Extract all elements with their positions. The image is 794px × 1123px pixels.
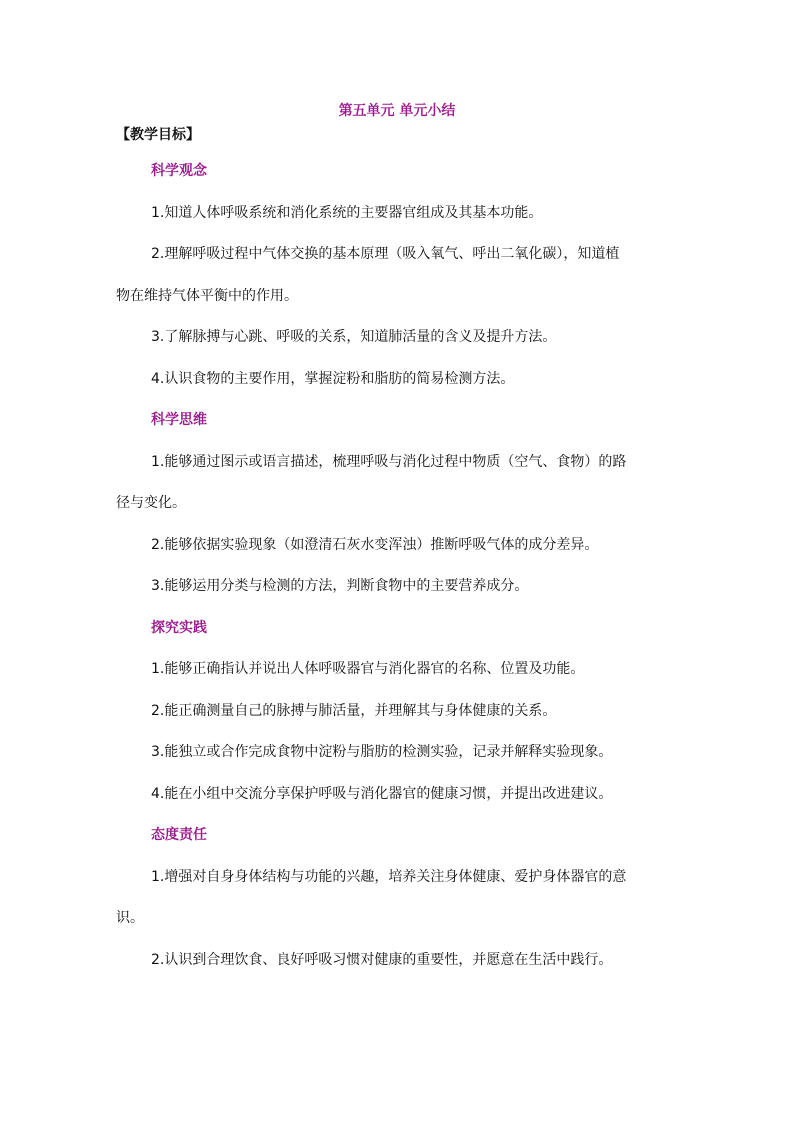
goal-item-continuation: 物在维持气体平衡中的作用。: [116, 288, 298, 304]
subheading-scientific-thinking: 科学思维: [151, 412, 207, 428]
goal-item: 3.能够运用分类与检测的方法，判断食物中的主要营养成分。: [151, 578, 529, 594]
goal-item: 2.认识到合理饮食、良好呼吸习惯对健康的重要性，并愿意在生活中践行。: [151, 952, 613, 968]
goal-item: 2.能正确测量自己的脉搏与肺活量，并理解其与身体健康的关系。: [151, 703, 557, 719]
goal-item: 3.了解脉搏与心跳、呼吸的关系，知道肺活量的含义及提升方法。: [151, 329, 557, 345]
goal-item: 1.增强对自身身体结构与功能的兴趣，培养关注身体健康、爱护身体器官的意: [151, 869, 627, 885]
goal-item-continuation: 识。: [116, 910, 144, 926]
section-heading-teaching-goals: 【教学目标】: [116, 127, 200, 143]
goal-item: 1.能够通过图示或语言描述，梳理呼吸与消化过程中物质（空气、食物）的路: [151, 454, 627, 470]
goal-item: 3.能独立或合作完成食物中淀粉与脂肪的检测实验，记录并解释实验现象。: [151, 744, 613, 760]
goal-item: 4.认识食物的主要作用，掌握淀粉和脂肪的简易检测方法。: [151, 371, 515, 387]
goal-item: 1.知道人体呼吸系统和消化系统的主要器官组成及其基本功能。: [151, 205, 543, 221]
goal-item: 4.能在小组中交流分享保护呼吸与消化器官的健康习惯，并提出改进建议。: [151, 786, 613, 802]
goal-item: 2.理解呼吸过程中气体交换的基本原理（吸入氧气、呼出二氧化碳），知道植: [151, 246, 620, 262]
goal-item-continuation: 径与变化。: [116, 495, 186, 511]
page-title: 第五单元 单元小结: [338, 103, 456, 119]
goal-item: 2.能够依据实验现象（如澄清石灰水变浑浊）推断呼吸气体的成分差异。: [151, 537, 599, 553]
subheading-attitude-responsibility: 态度责任: [151, 827, 207, 843]
subheading-inquiry-practice: 探究实践: [151, 620, 207, 636]
subheading-scientific-concepts: 科学观念: [151, 163, 207, 179]
goal-item: 1.能够正确指认并说出人体呼吸器官与消化器官的名称、位置及功能。: [151, 661, 585, 677]
